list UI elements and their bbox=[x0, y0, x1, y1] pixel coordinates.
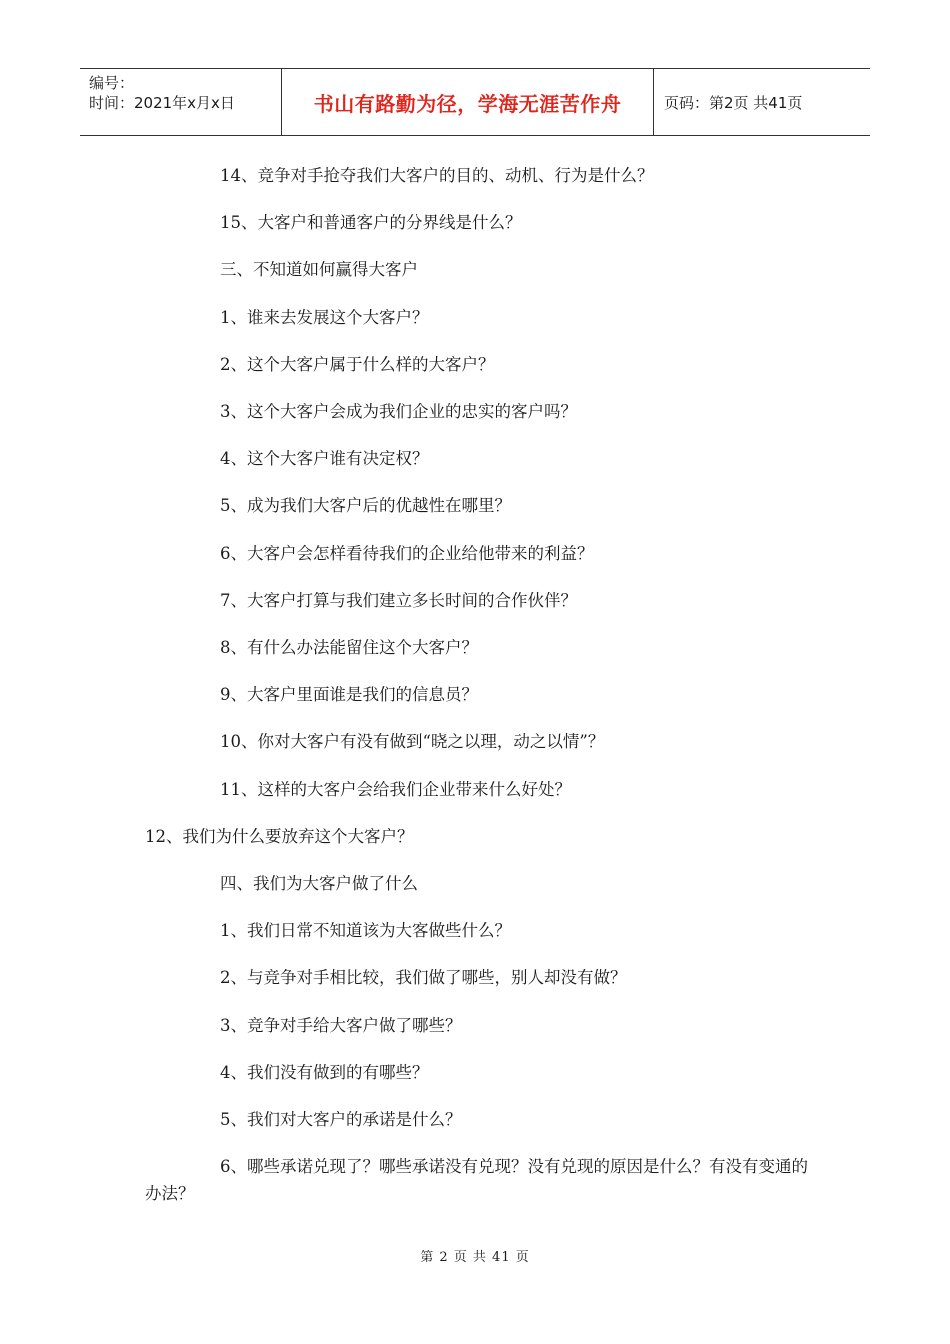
section-heading: 三、不知道如何赢得大客户 bbox=[220, 260, 418, 280]
list-item: 1、我们日常不知道该为大客做些什么？ bbox=[220, 921, 511, 941]
list-item: 10、你对大客户有没有做到“晓之以理，动之以情”？ bbox=[220, 732, 605, 752]
page-footer: 第 2 页 共 41 页 bbox=[420, 1250, 530, 1265]
list-item: 4、这个大客户谁有决定权？ bbox=[220, 449, 429, 469]
list-item: 4、我们没有做到的有哪些？ bbox=[220, 1062, 429, 1082]
list-item: 3、竞争对手给大客户做了哪些？ bbox=[220, 1015, 462, 1035]
list-item: 6、哪些承诺兑现了？哪些承诺没有兑现？没有兑现的原因是什么？有没有变通的办法？ bbox=[145, 1157, 808, 1204]
list-item: 12、我们为什么要放弃这个大客户？ bbox=[145, 826, 414, 846]
list-item: 6、大客户会怎样看待我们的企业给他带来的利益？ bbox=[220, 543, 594, 563]
list-item: 8、有什么办法能留住这个大客户？ bbox=[220, 638, 478, 658]
list-item: 2、这个大客户属于什么样的大客户？ bbox=[220, 354, 495, 374]
document-body bbox=[145, 152, 810, 1207]
list-item: 5、成为我们大客户后的优越性在哪里？ bbox=[220, 496, 511, 516]
list-item: 2、与竞争对手相比较，我们做了哪些，别人却没有做？ bbox=[220, 968, 627, 988]
list-item: 14、竞争对手抢夺我们大客户的目的、动机、行为是什么？ bbox=[220, 166, 654, 185]
list-item: 15、大客户和普通客户的分界线是什么？ bbox=[220, 213, 522, 233]
date-label: 时间：2021年x月x日 bbox=[89, 94, 235, 112]
serial-label: 编号： bbox=[89, 74, 135, 92]
list-item: 7、大客户打算与我们建立多长时间的合作伙伴？ bbox=[220, 590, 577, 610]
list-item: 3、这个大客户会成为我们企业的忠实的客户吗？ bbox=[220, 402, 577, 422]
list-item: 9、大客户里面谁是我们的信息员？ bbox=[220, 685, 478, 705]
header-motto-cell bbox=[282, 69, 654, 135]
list-item: 11、这样的大客户会给我们企业带来什么好处？ bbox=[220, 779, 571, 799]
list-item: 1、谁来去发展这个大客户？ bbox=[220, 307, 429, 327]
page-header bbox=[80, 68, 870, 136]
header-motto: 书山有路勤为径，学海无涯苦作舟 bbox=[313, 91, 622, 116]
header-page-info: 页码：第2页 共41页 bbox=[664, 93, 803, 112]
list-item: 5、我们对大客户的承诺是什么？ bbox=[220, 1110, 462, 1130]
section-heading: 四、我们为大客户做了什么 bbox=[220, 874, 418, 894]
header-meta bbox=[80, 69, 282, 135]
